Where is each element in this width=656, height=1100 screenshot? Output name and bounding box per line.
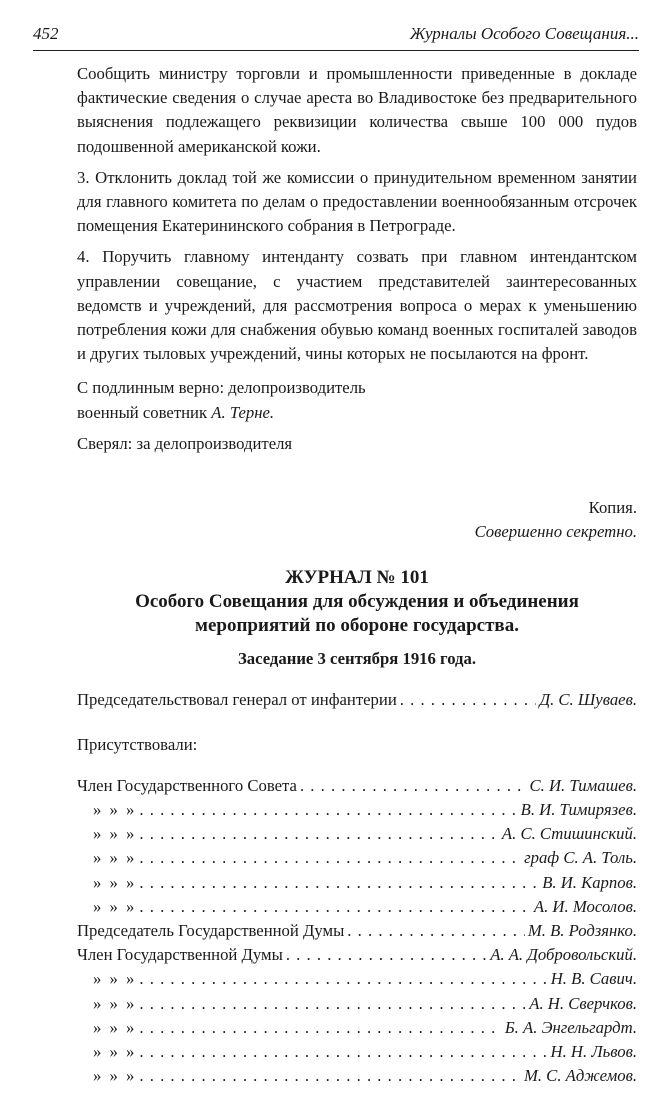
verification-line-3: Сверял: за делопроизводителя (77, 433, 293, 453)
member-row (77, 992, 637, 1016)
dot-leader (139, 1040, 547, 1064)
dot-leader (139, 1016, 501, 1040)
dot-leader (139, 822, 499, 846)
member-name: Н. Н. Львов. (550, 1041, 637, 1061)
member-row (77, 919, 637, 943)
member-title: » » » (93, 993, 137, 1013)
header-rule (33, 50, 639, 51)
dot-leader (139, 1064, 521, 1088)
member-title: » » » (93, 800, 137, 820)
verification-line-1: С подлинным верно: делопроизводитель (77, 378, 366, 398)
member-title: Член Государственной Думы (77, 945, 283, 965)
member-title: Председатель Государственной Думы (77, 920, 345, 940)
member-title: » » » (93, 1066, 137, 1086)
present-label: Присутствовали: (77, 734, 198, 754)
member-name: С. И. Тимашев. (529, 775, 637, 795)
member-title: Член Государственного Совета (77, 775, 297, 795)
member-title: » » » (93, 969, 137, 989)
member-name: Н. В. Савич. (550, 969, 637, 989)
member-row (77, 1064, 637, 1088)
member-row (77, 798, 637, 822)
dot-leader (139, 871, 539, 895)
member-row (77, 846, 637, 870)
page-body (77, 62, 637, 1088)
copy-label: Копия. (588, 498, 637, 518)
dot-leader (139, 992, 526, 1016)
paragraph-item-3: 3. Отклонить доклад той же комиссии о принудительном временном занятии для главного комитета по делам о предоставлении военнообязанным отсрочек помещения Екатерининского собрания в Петрограде. (77, 167, 637, 236)
running-title: Журналы Особого Совещания... (409, 24, 639, 43)
member-row (77, 943, 637, 967)
member-name: М. С. Аджемов. (523, 1066, 637, 1086)
verification-line-2 (77, 401, 637, 425)
dot-leader (347, 919, 525, 943)
dot-leader (139, 798, 517, 822)
members-list (77, 774, 637, 1088)
member-name: А. А. Добровольский. (490, 945, 637, 965)
meeting-date: Заседание 3 сентября 1916 года. (237, 649, 477, 669)
journal-title: ЖУРНАЛ № 101 (285, 567, 429, 589)
member-row (77, 774, 637, 798)
page-number: 452 (33, 24, 59, 43)
member-name: А. С. Стишинский. (501, 824, 637, 844)
member-row (77, 1040, 637, 1064)
member-title: » » » (93, 1041, 137, 1061)
member-row (77, 871, 637, 895)
dot-leader (300, 774, 527, 798)
member-title: » » » (93, 872, 137, 892)
member-name: В. И. Тимирязев. (520, 800, 637, 820)
verification-block (77, 376, 637, 456)
member-name: В. И. Карпов. (542, 872, 637, 892)
member-title: » » » (93, 896, 137, 916)
journal-subtitle-line-2: мероприятий по обороне государства. (195, 615, 519, 637)
dot-leader (139, 846, 521, 870)
member-title: » » » (93, 1017, 137, 1037)
dot-leader (286, 943, 487, 967)
member-name: А. Н. Сверчков. (529, 993, 637, 1013)
member-title: » » » (93, 848, 137, 868)
journal-subtitle-line-1: Особого Совещания для обсуждения и объединения (135, 591, 579, 613)
paragraph-item-4: 4. Поручить главному интенданту созвать при главном интендантском управлении совещание, с участием представителей заинтересованных ведомств и учреждений, для рассмотрения вопроса о мерах к уменьшению потребления кожи для снабжения обувью команд военных госпиталей заводов и других тыловых учреждений, чины которых не посылаются на фронт. (77, 247, 637, 364)
member-row (77, 1016, 637, 1040)
chair-name: Д. С. Шуваев. (539, 690, 637, 710)
chair-label: Председательствовал генерал от инфантерии (77, 690, 397, 710)
dot-leader (139, 967, 547, 991)
verification-signer: А. Терне. (211, 402, 275, 422)
member-name: граф С. А. Толь. (524, 848, 637, 868)
page-header (33, 24, 639, 50)
secret-label: Совершенно секретно. (474, 522, 637, 542)
verification-rank: военный советник (77, 402, 208, 422)
paragraph-report-item: Сообщить министру торговли и промышленности приведенные в докладе фактические сведения о случае ареста во Владивостоке без предварительного выяснения подлежащего реквизиции количества свыше 100 000 пудов подошвенной американской кожи. (77, 64, 637, 156)
dot-leader (400, 688, 537, 712)
member-row (77, 895, 637, 919)
member-name: М. В. Родзянко. (527, 920, 637, 940)
member-row (77, 967, 637, 991)
member-name: Б. А. Энгельгардт. (504, 1017, 637, 1037)
member-row (77, 822, 637, 846)
chair-row (77, 688, 637, 712)
dot-leader (139, 895, 531, 919)
member-name: А. И. Мосолов. (533, 896, 637, 916)
member-title: » » » (93, 824, 137, 844)
